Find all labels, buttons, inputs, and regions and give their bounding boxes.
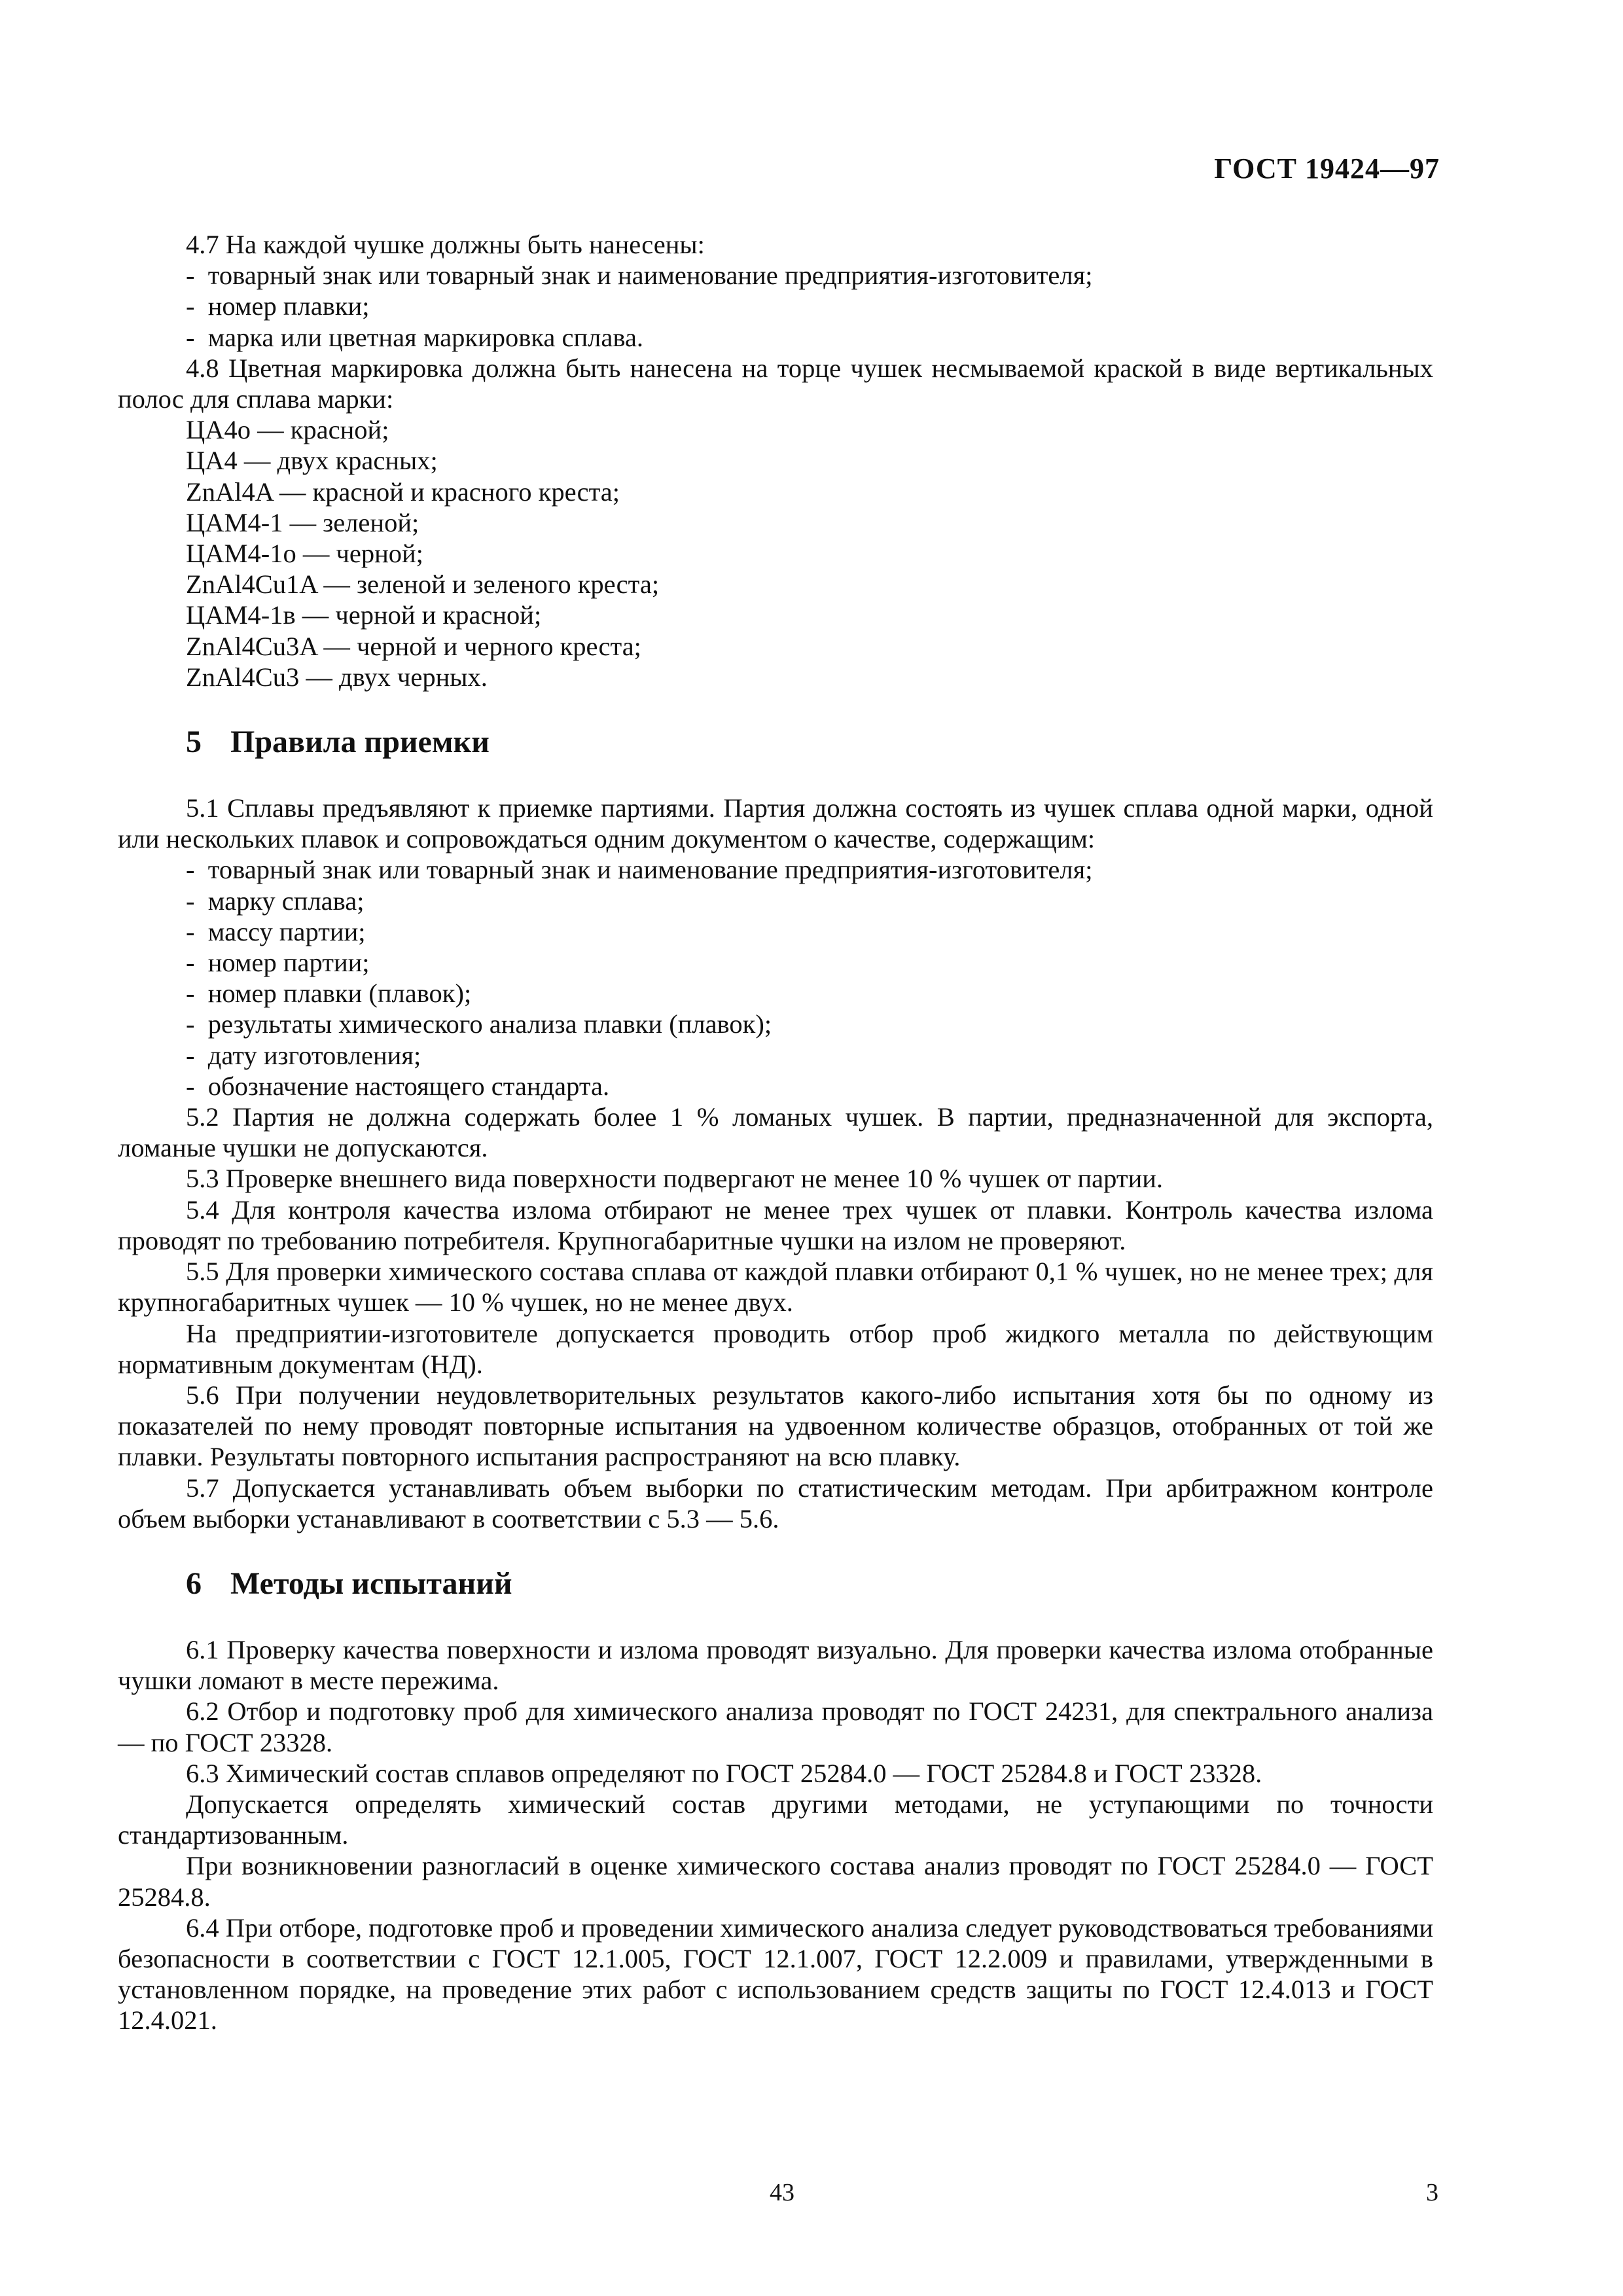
list-item: - марка или цветная маркировка сплава. (186, 322, 644, 352)
list-item: - марку сплава; (186, 886, 365, 916)
paragraph-5-2: 5.2 Партия не должна содержать более 1 % ломаных чушек. В партии, предназначенной для экспорта, ломаные чушки не допускаются. (118, 1102, 1433, 1163)
list-item: - номер плавки (плавок); (186, 978, 472, 1009)
grade-marking-item: ЦА4о — красной; (186, 415, 389, 445)
grade-marking-item: ЦАМ4-1в — черной и красной; (186, 600, 542, 630)
list-item: - товарный знак или товарный знак и наименование предприятия-изготовителя; (186, 260, 1093, 291)
list-item: - номер партии; (186, 948, 370, 978)
paragraph-6-4: 6.4 При отборе, подготовке проб и проведении химического анализа следует руководствоваться требованиями безопасности в соответствии с ГОСТ 12.1.005, ГОСТ 12.1.007, ГОСТ 12.2.009 и правилами, утвержденными в установленном порядке, на проведение этих работ с использованием средств защиты по ГОСТ 12.4.013 и ГОСТ 12.4.021. (118, 1912, 1433, 2036)
grade-marking-item: ZnAl4Cu3A — черной и черного креста; (186, 631, 641, 661)
grade-marking-item: ZnAl4A — красной и красного креста; (186, 476, 620, 507)
paragraph-6-3-disagreement: При возникновении разногласий в оценке химического состава анализ проводят по ГОСТ 25284.0 — ГОСТ 25284.8. (118, 1851, 1433, 1912)
grade-marking-item: ЦАМ4-1 — зеленой; (186, 507, 419, 537)
paragraph-6-3: 6.3 Химический состав сплавов определяют по ГОСТ 25284.0 — ГОСТ 25284.8 и ГОСТ 23328. (186, 1758, 1262, 1788)
paragraph-5-3: 5.3 Проверке внешнего вида поверхности подвергают не менее 10 % чушек от партии. (186, 1164, 1164, 1194)
document-body (118, 229, 1433, 2036)
paragraph-5-5-continuation: На предприятии-изготовителе допускается проводить отбор проб жидкого металла по действующим нормативным документам (НД). (118, 1318, 1433, 1379)
list-item: - результаты химического анализа плавки (плавок); (186, 1009, 772, 1039)
paragraph-4-7: 4.7 На каждой чушке должны быть нанесены: (186, 230, 705, 259)
grade-marking-item: ZnAl4Cu3 — двух черных. (186, 662, 488, 692)
paragraph-5-4: 5.4 Для контроля качества излома отбирают не менее трех чушек от плавки. Контроль качества излома проводят по требованию потребителя. Крупногабаритные чушки на излом не проверяют. (118, 1194, 1433, 1255)
paragraph-5-1: 5.1 Сплавы предъявляют к приемке партиями. Партия должна состоять из чушек сплава одной марки, одной или нескольких плавок и сопровождаться одним документом о качестве, содержащим: (118, 793, 1433, 854)
paragraph-5-5: 5.5 Для проверки химического состава сплава от каждой плавки отбирают 0,1 % чушек, но не менее трех; для крупногабаритных чушек — 10 % чушек, но не менее двух. (118, 1257, 1433, 1318)
paragraph-6-3-continuation: Допускается определять химический состав другими методами, не уступающими по точности стандартизованным. (118, 1789, 1433, 1850)
paragraph-4-8: 4.8 Цветная маркировка должна быть нанесена на торце чушек несмываемой краской в виде вертикальных полос для сплава марки: (118, 353, 1433, 414)
list-item: - дату изготовления; (186, 1040, 421, 1070)
list-item: - номер плавки; (186, 291, 370, 321)
grade-marking-item: ЦАМ4-1о — черной; (186, 539, 423, 569)
paragraph-6-1: 6.1 Проверку качества поверхности и излома проводят визуально. Для проверки качества излома отобранные чушки ломают в месте пережима. (118, 1634, 1433, 1696)
page-number-center: 43 (770, 2179, 794, 2206)
list-item: - товарный знак или товарный знак и наименование предприятия-изготовителя; (186, 855, 1093, 885)
section-6-heading: 6 Методы испытаний (186, 1566, 512, 1601)
list-item: - массу партии; (186, 916, 366, 946)
section-5-heading: 5 Правила приемки (186, 725, 490, 760)
grade-marking-item: ZnAl4Cu1A — зеленой и зеленого креста; (186, 569, 660, 600)
list-item: - обозначение настоящего стандарта. (186, 1071, 610, 1101)
grade-marking-item: ЦА4 — двух красных; (186, 446, 438, 476)
paragraph-5-6: 5.6 При получении неудовлетворительных результатов какого-либо испытания хотя бы по одному из показателей по нему проводят повторные испытания на удвоенном количестве образцов, отобранных от той же плавки. Результаты повторного испытания распространяют на всю плавку. (118, 1380, 1433, 1472)
page-number-right: 3 (1426, 2179, 1438, 2206)
paragraph-5-7: 5.7 Допускается устанавливать объем выборки по статистическим методам. При арбитражном контроле объем выборки устанавливают в соответствии с 5.3 — 5.6. (118, 1473, 1433, 1534)
paragraph-6-2: 6.2 Отбор и подготовку проб для химического анализа проводят по ГОСТ 24231, для спектрального анализа — по ГОСТ 23328. (118, 1696, 1433, 1757)
page-header-standard-number: ГОСТ 19424—97 (1214, 152, 1440, 185)
